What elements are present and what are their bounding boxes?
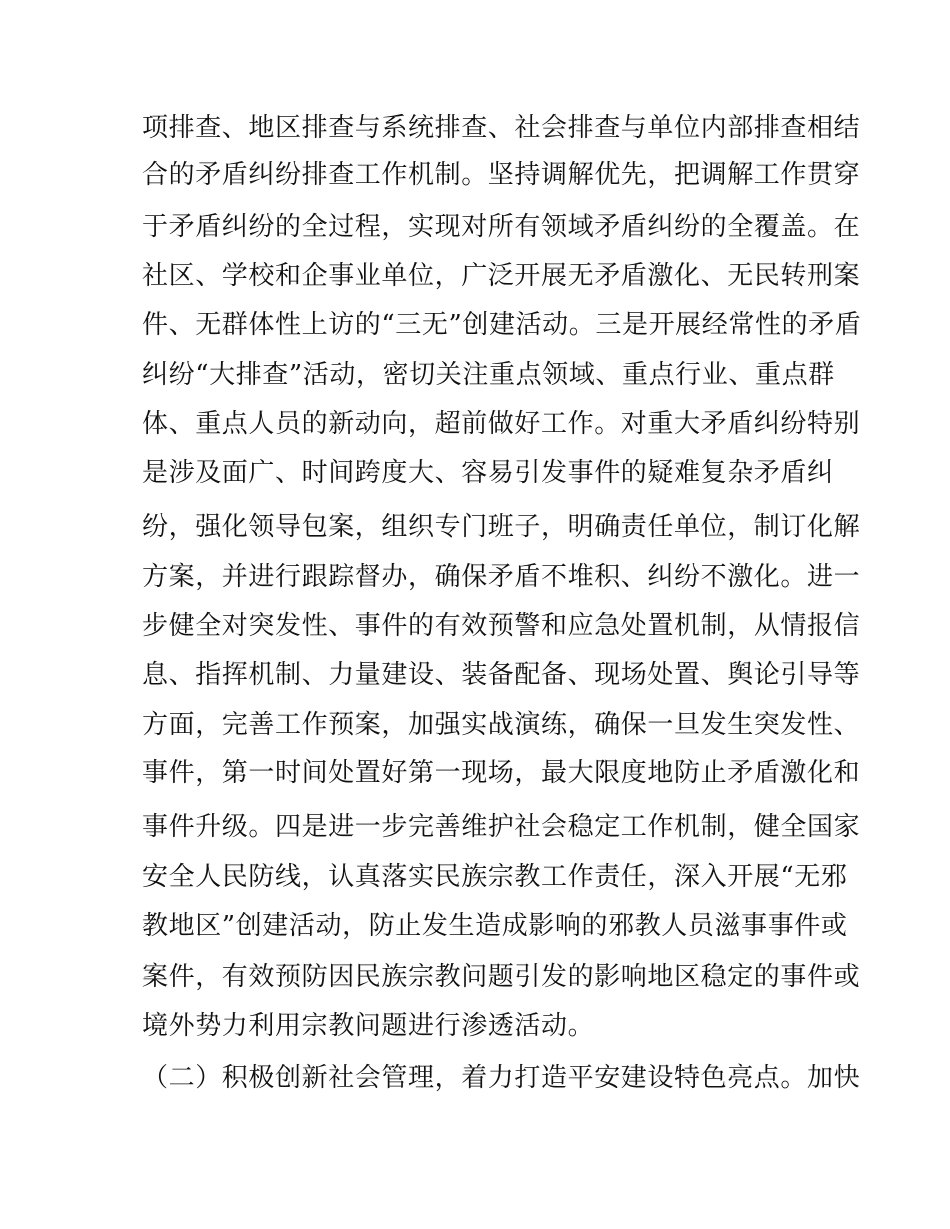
text-line: 步健全对突发性、事件的有效预警和应急处置机制，从情报信 — [142, 611, 861, 641]
text-line: 件、无群体性上访的“三无”创建活动。三是开展经常性的矛盾 — [142, 310, 862, 340]
text-line: 案件，有效预防因民族宗教问题引发的影响地区稳定的事件或 — [142, 962, 861, 992]
text-line: 纷，强化领导包案，组织专门班子，明确责任单位，制订化解 — [142, 512, 861, 542]
text-line: 项排查、地区排查与系统排查、社会排查与单位内部排查相结 — [142, 113, 861, 143]
text-line: 社区、学校和企事业单位，广泛开展无矛盾激化、无民转刑案 — [142, 261, 861, 291]
text-line: 纠纷“大排查”活动，密切关注重点领域、重点行业、重点群 — [142, 360, 835, 390]
text-line: 安全人民防线，认真落实民族宗教工作责任，深入开展“无邪 — [142, 862, 848, 892]
text-line: 事件升级。四是进一步完善维护社会稳定工作机制，健全国家 — [142, 812, 861, 842]
text-line: 境外势力利用宗教问题进行渗透活动。 — [142, 1011, 595, 1041]
text-line: 体、重点人员的新动向，超前做好工作。对重大矛盾纠纷特别 — [142, 409, 861, 439]
text-line: 方面，完善工作预案，加强实战演练，确保一旦发生突发性、 — [142, 710, 861, 740]
text-line: 合的矛盾纠纷排查工作机制。坚持调解优先，把调解工作贯穿 — [142, 160, 861, 190]
text-line: 事件，第一时间处置好第一现场，最大限度地防止矛盾激化和 — [142, 758, 861, 788]
text-line: 息、指挥机制、力量建设、装备配备、现场处置、舆论引导等 — [142, 660, 861, 690]
text-line: 于矛盾纠纷的全过程，实现对所有领域矛盾纠纷的全覆盖。在 — [142, 212, 861, 242]
text-line: 教地区”创建活动，防止发生造成影响的邪教人员滋事事件或 — [142, 911, 848, 941]
text-line: 方案，并进行跟踪督办，确保矛盾不堆积、纠纷不激化。进一 — [142, 562, 861, 592]
section-heading: （二）积极创新社会管理，着力打造平安建设特色亮点。加快 — [142, 1063, 861, 1093]
text-line: 是涉及面广、时间跨度大、容易引发事件的疑难复杂矛盾纠 — [142, 458, 834, 488]
